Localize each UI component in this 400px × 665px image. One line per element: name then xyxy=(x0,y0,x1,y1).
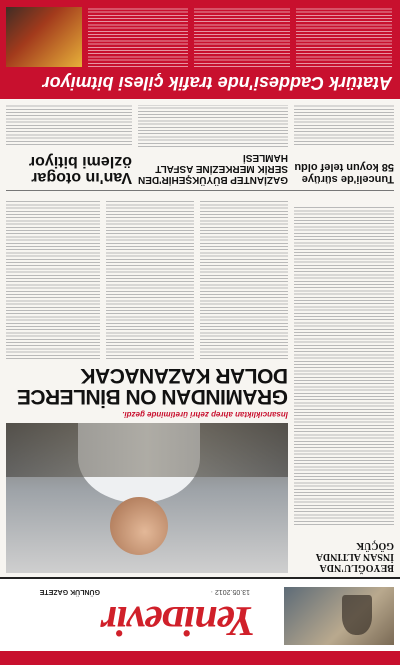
left-story-headline: BEYOĞLU'NDA İNSAN ALTINDA GÖÇÜK xyxy=(316,540,394,573)
secondary-story-3 xyxy=(6,103,132,185)
masthead-rule xyxy=(0,577,400,579)
lead-body-text-2 xyxy=(106,199,194,359)
section-divider xyxy=(6,190,394,191)
lead-photo-foreground xyxy=(6,423,288,477)
top-accent-band xyxy=(0,651,400,665)
masthead-photo xyxy=(284,587,394,645)
bottom-banner-headline: Atatürk Caddesi'nde trafik çilesi bitmiyor xyxy=(42,73,392,93)
secondary-story-2-headline: GAZİANTEP BÜYÜKŞEHİR'DEN SERİK MERKEZİNE ASFALT HAMLESİ xyxy=(138,152,288,185)
secondary-story-1 xyxy=(294,103,394,185)
dateline: 13.05.2012 · xyxy=(210,588,250,595)
lead-body-column-3 xyxy=(6,199,100,359)
lead-photo-figure-head xyxy=(110,497,168,555)
secondary-story-2-body xyxy=(138,105,288,147)
secondary-story-1-headline: Tunceli'de sürüye 58 koyun telef oldu xyxy=(294,161,394,185)
bottom-banner-text-2 xyxy=(194,7,290,67)
lead-body-column-2 xyxy=(106,199,194,359)
lead-headline: GRAMINDAN ON BİNLERCE DOLAR KAZANACAK xyxy=(17,364,288,408)
masthead xyxy=(0,579,400,651)
secondary-story-2 xyxy=(138,103,288,185)
lead-photo xyxy=(6,423,288,573)
newspaper-logo: Yeniᴅevir xyxy=(101,597,255,643)
left-story-body-text xyxy=(294,205,394,525)
bottom-banner-photo xyxy=(6,7,82,67)
lead-subhead: İnsancıklıktan ahrep zehri üretiminde gezdi. xyxy=(122,410,288,419)
lead-body-text-1 xyxy=(200,199,288,359)
secondary-story-3-headline: Van'ın otogar özlemi bitiyor xyxy=(28,153,132,186)
lead-body-text-3 xyxy=(6,199,100,359)
bottom-banner-text-3 xyxy=(88,7,188,67)
left-story xyxy=(294,193,394,573)
edition-label: GÜNLÜK GAZETE xyxy=(39,588,100,595)
secondary-story-3-body xyxy=(6,105,132,145)
lead-body-column-1 xyxy=(200,199,288,359)
bottom-banner-text-1 xyxy=(296,7,392,67)
secondary-story-1-body xyxy=(294,105,394,145)
